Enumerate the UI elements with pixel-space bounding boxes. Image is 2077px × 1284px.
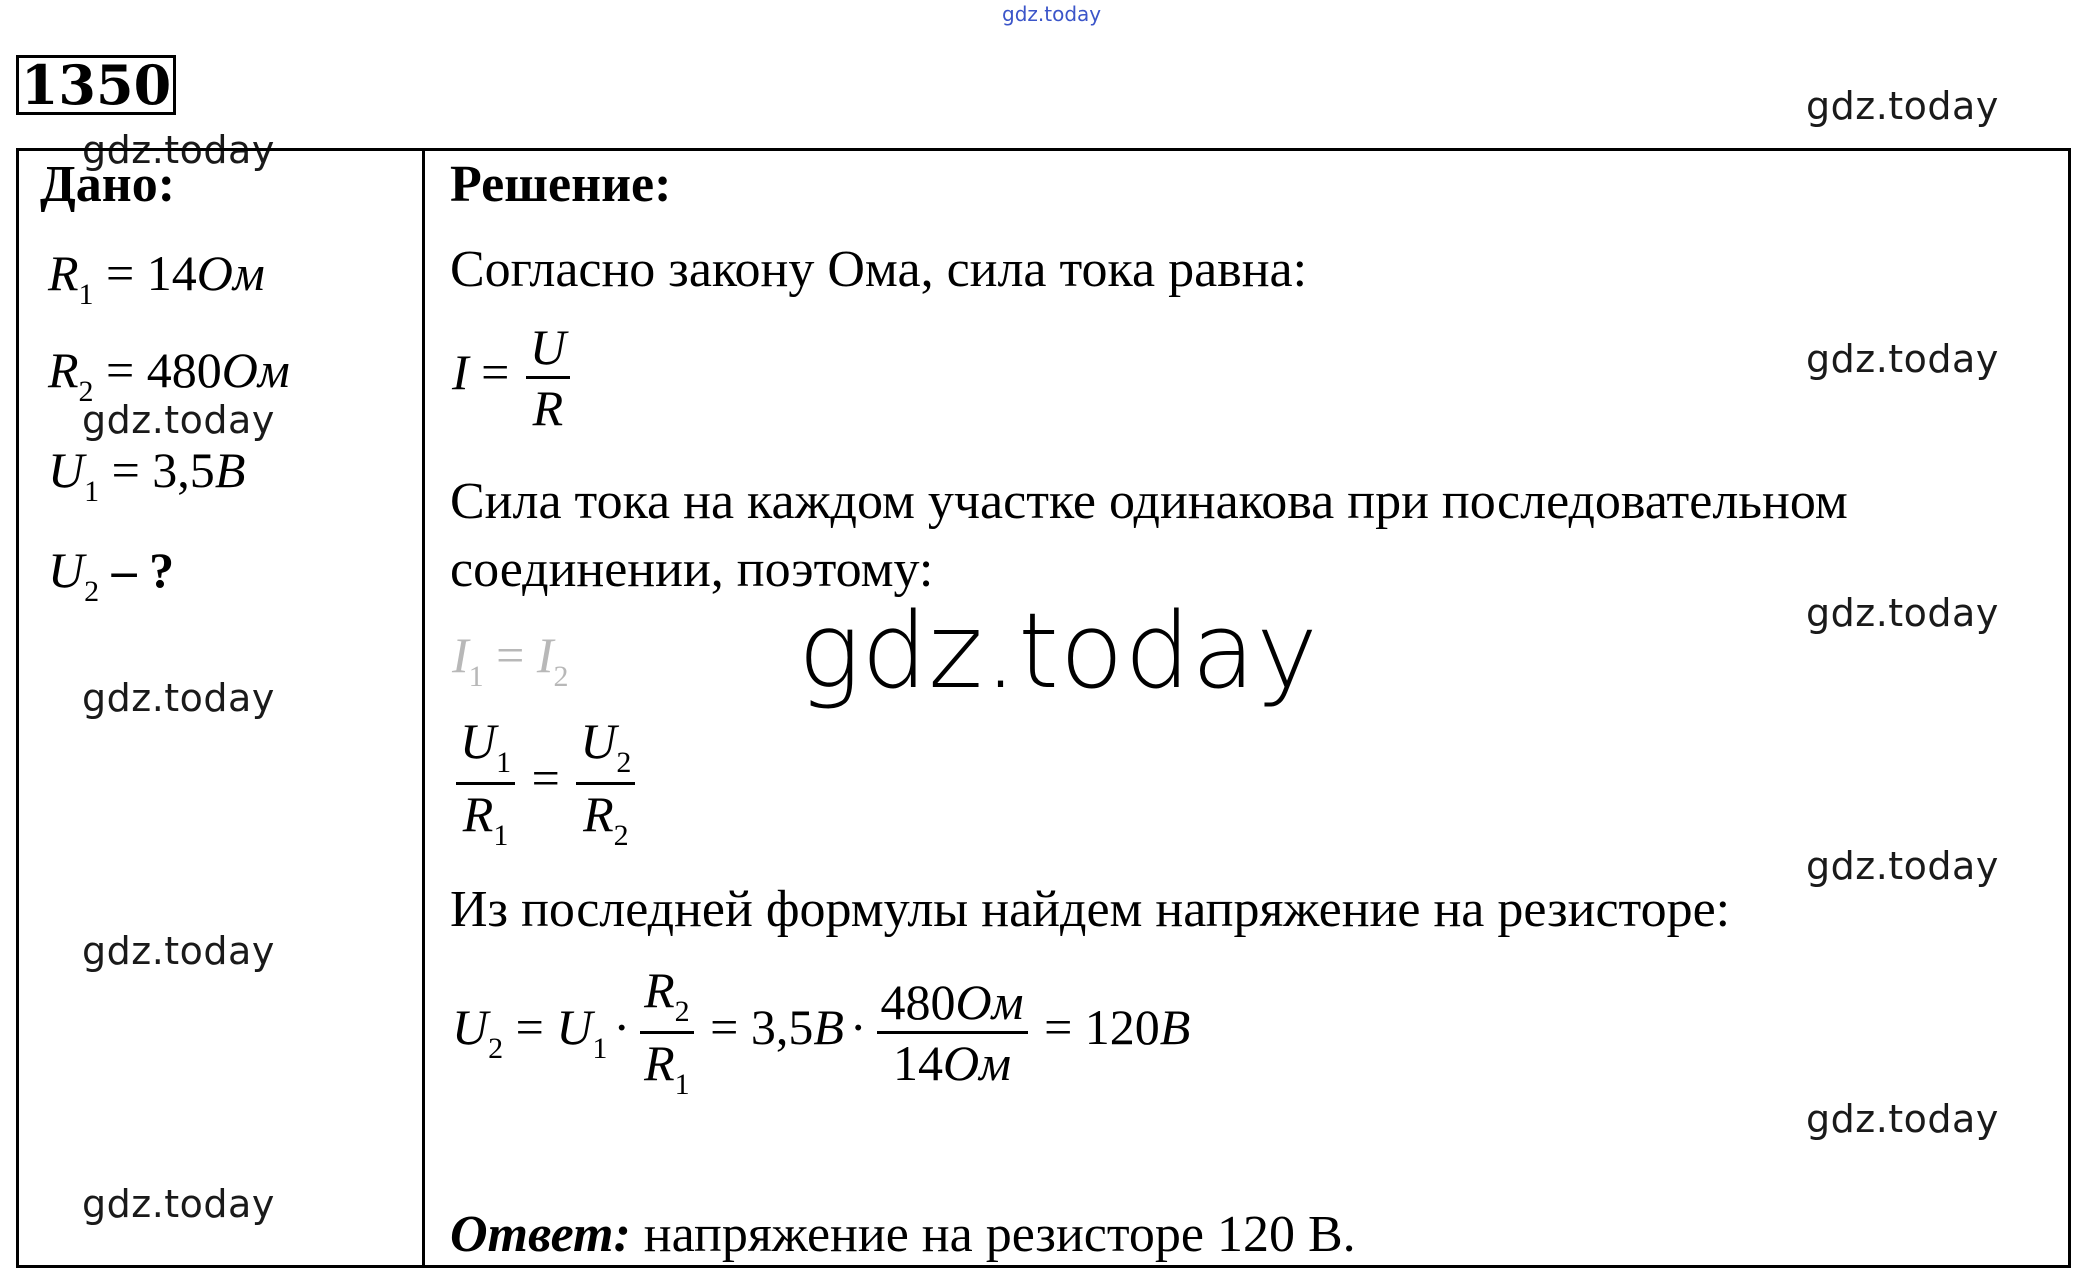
formula-ratio: $\frac{U_1}{R_1}$ = $\frac{U_2}{R_2}$ bbox=[452, 716, 639, 851]
column-divider bbox=[422, 148, 425, 1268]
solution-text-series-cont: соединении, поэтому: bbox=[450, 541, 934, 598]
watermark-large: gdz.today bbox=[798, 590, 1319, 712]
given-u1: $U_1 = 3,5B$ bbox=[48, 442, 246, 508]
formula-ohm-law: I = $\frac{U}{R}$ bbox=[452, 322, 574, 433]
watermark: gdz.today bbox=[82, 929, 275, 973]
problem-number: 1350 bbox=[16, 55, 176, 115]
watermark: gdz.today bbox=[82, 398, 275, 442]
watermark: gdz.today bbox=[1806, 84, 1999, 128]
watermark: gdz.today bbox=[82, 1182, 275, 1226]
solution-text-ohm-law: Согласно закону Ома, сила тока равна: bbox=[450, 241, 1308, 298]
solution-text-find-voltage: Из последней формулы найдем напряжение на резисторе: bbox=[450, 881, 1731, 938]
solution-heading: Решение: bbox=[450, 156, 672, 213]
solution-text-series: Сила тока на каждом участке одинакова при последовательном bbox=[450, 473, 1848, 530]
watermark: gdz.today bbox=[1806, 337, 1999, 381]
watermark: gdz.today bbox=[1806, 1097, 1999, 1141]
answer-text: напряжение на резисторе 120 В. bbox=[630, 1206, 1356, 1263]
given-heading: Дано: bbox=[40, 156, 176, 213]
watermark: gdz.today bbox=[82, 128, 275, 172]
given-u2-unknown: $U_2$ – ? bbox=[48, 542, 175, 608]
given-r2: $R_2 = 480Ом$ bbox=[48, 342, 290, 408]
formula-calculation: $U_2 = U_1$ · $\frac{R_2}{R_1}$ = 3,5B · $\frac{480Ом}{14Ом}$ = 120B bbox=[452, 962, 1191, 1101]
watermark: gdz.today bbox=[1806, 591, 1999, 635]
watermark: gdz.today bbox=[1806, 844, 1999, 888]
answer-line bbox=[450, 1205, 1356, 1264]
watermark: gdz.today bbox=[82, 676, 275, 720]
formula-current-equal: $I_1 = I_2$ bbox=[452, 627, 569, 693]
given-r1: $R_1 = 14Ом$ bbox=[48, 245, 265, 311]
watermark-top: gdz.today bbox=[1002, 2, 1102, 26]
answer-label: Ответ: bbox=[450, 1206, 631, 1263]
